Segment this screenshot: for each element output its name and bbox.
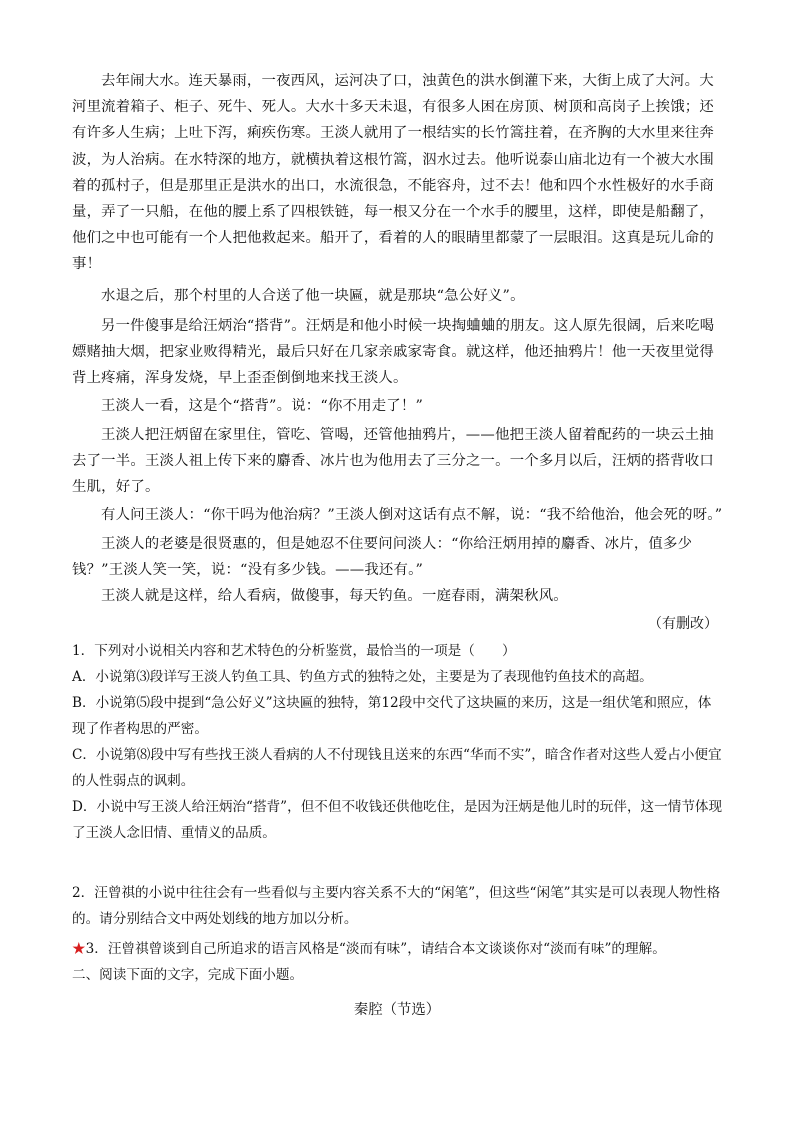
question-1-stem: 1．下列对小说相关内容和艺术特色的分析鉴赏，最恰当的一项是（ ） <box>72 643 516 659</box>
section-2-heading: 二、阅读下面的文字，完成下面小题。 <box>72 967 304 983</box>
question-1-option-c: C．小说第⑻段中写有些找王淡人看病的人不付现钱且送来的东西“华而不实”，暗含作者对这些人爱占小便宜的人性弱点的讽刺。 <box>72 747 722 789</box>
paragraph-flood: 去年闹大水。连天暴雨，一夜西风，运河决了口，浊黄色的洪水倒灌下来，大街上成了大河。大河里流着箱子、柜子、死牛、死人。大水十多天未退，有很多人困在房顶、树顶和高岗子上挨饿；还有许多人生病；上吐下泻，痢疾伤寒。王淡人就用了一根结实的长竹篙拄着，在齐胸的大水里来往奔波，为人治病。在水特深的地方，就横执着这根竹篙，泅水过去。他听说泰山庙北边有一个被大水围着的孤村子，但是那里正是洪水的出口，水流很急，不能容舟，过不去！他和四个水性极好的水手商量，弄了一只船，在他的腰上系了四根铁链，每一根又分在一个水手的腰里，这样，即使是船翻了，他们之中也可能有一个人把他救起来。船开了，看着的人的眼睛里都蒙了一层眼泪。这真是玩儿命的事！ <box>72 73 714 273</box>
section-2-title: 秦腔（节选） <box>353 1002 441 1018</box>
paragraph-wangbing: 另一件傻事是给汪炳治“搭背”。汪炳是和他小时候一块掏蛐蛐的朋友。这人原先很阔，后来吃喝嫖赌抽大烟，把家业败得精光，最后只好在几家亲戚家寄食。就这样，他还抽鸦片！他一天夜里觉得背上疼痛，浑身发烧，早上歪歪倒倒地来找王淡人。 <box>72 318 715 387</box>
question-1-option-b: B．小说第⑸段中提到“急公好义”这块匾的独特，第12段中交代了这块匾的来历，这是一组伏笔和照应，体现了作者构思的严密。 <box>72 695 712 737</box>
paragraph-ending: 王淡人就是这样，给人看病，做傻事，每天钓鱼。一庭春雨，满架秋风。 <box>101 588 568 604</box>
paragraph-treatment: 王淡人把汪炳留在家里住，管吃、管喝，还管他抽鸦片，——他把王淡人留着配药的一块云土抽去了一半。王淡人祖上传下来的麝香、冰片也为他用去了三分之一。一个多月以后，汪炳的搭背收口生肌，好了。 <box>72 427 714 496</box>
question-1-option-d: D．小说中写王淡人给汪炳治“搭背”，但不但不收钱还供他吃住，是因为汪炳是他儿时的玩伴，这一情节体现了王淡人念旧情、重情义的品质。 <box>72 799 723 841</box>
paragraph-diagnosis: 王淡人一看，这是个“搭背”。说：“你不用走了！” <box>101 398 424 414</box>
question-3-text: 3．汪曾祺曾谈到自己所追求的语言风格是“淡而有味”，请结合本文谈谈你对“淡而有味”的理解。 <box>85 941 666 957</box>
paragraph-question: 有人问王淡人：“你干吗为他治病？”王淡人倒对这话有点不解，说：“我不给他治，他会死的呀。” <box>101 507 723 523</box>
paragraph-plaque: 水退之后，那个村里的人合送了他一块匾，就是那块“急公好义”。 <box>101 288 525 304</box>
question-2: 2．汪曾祺的小说中往往会有一些看似与主要内容关系不大的“闲笔”，但这些“闲笔”其实是可以表现人物性格的。请分别结合文中两处划线的地方加以分析。 <box>72 885 721 927</box>
question-3 <box>72 936 724 962</box>
star-icon: ★ <box>72 941 86 957</box>
paragraph-wife: 王淡人的老婆是很贤惠的，但是她忍不住要问问淡人：“你给汪炳用掉的麝香、冰片，值多少钱？”王淡人笑一笑，说：“没有多少钱。——我还有。” <box>72 536 693 579</box>
source-attribution: （有删改） <box>648 616 718 632</box>
question-1-option-a: A．小说第⑶段详写王淡人钓鱼工具、钓鱼方式的独特之处，主要是为了表现他钓鱼技术的高超。 <box>72 669 653 685</box>
